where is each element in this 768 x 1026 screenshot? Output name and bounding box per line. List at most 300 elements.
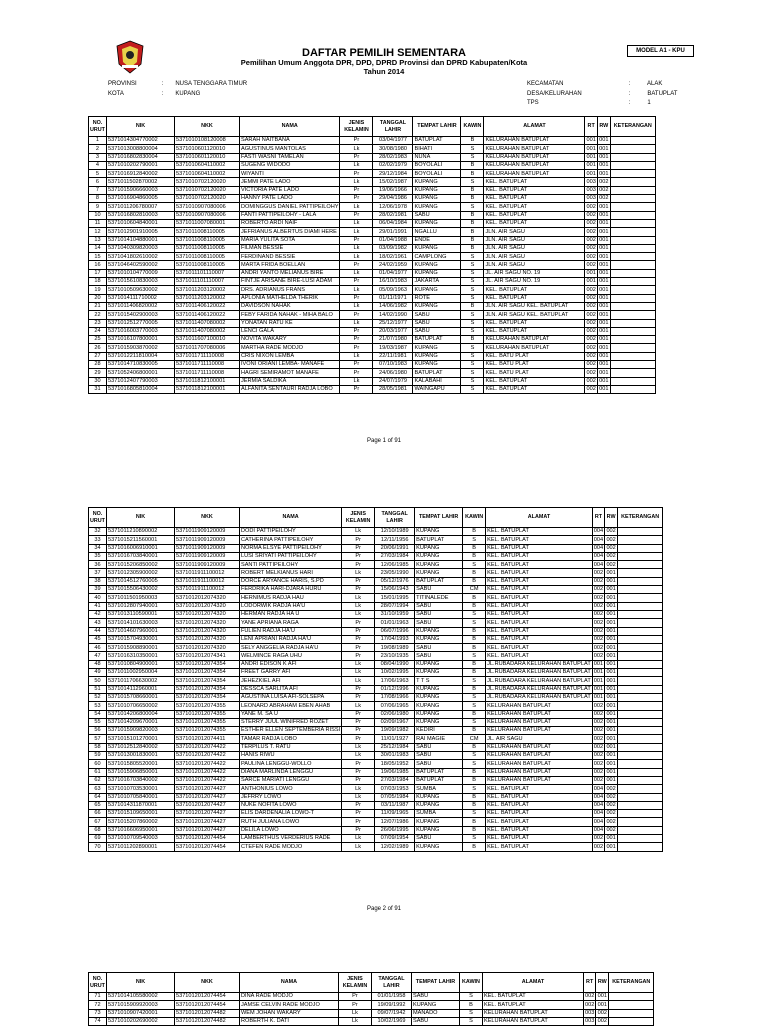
cell-rt: 002: [593, 619, 604, 626]
cell-nkk: 5371010702120020: [174, 195, 239, 203]
cell-rw: 001: [599, 236, 609, 243]
cell-nkk: 5371011101110007: [174, 278, 239, 286]
table-row: [89, 718, 663, 726]
cell-tempat: KUPANG: [413, 261, 461, 269]
cell-nik: 5371016904860005: [106, 195, 174, 203]
cell-rw: 001: [599, 353, 609, 360]
cell-nkk: 5371011008110005: [174, 244, 239, 252]
cell-alamat: KELURAHAN BATUPLAT: [486, 768, 593, 776]
cell-rt: 002: [593, 768, 604, 775]
cell-tanggal: 07/03/1953: [375, 785, 415, 793]
table-row: [89, 993, 654, 1001]
cell-jenis: Lk: [340, 161, 373, 169]
cell-rt: 002: [586, 336, 596, 343]
cell-tanggal: 25/12/1984: [375, 743, 415, 751]
cell-nama: CRIS NIXON LEMBA: [239, 352, 340, 360]
cell-kawin: B: [461, 137, 484, 145]
column-header-jenis: JENIS KELAMIN: [342, 508, 375, 528]
cell-nik: 5371010709540003: [106, 834, 174, 842]
cell-nik: 5371012512770005: [106, 319, 174, 327]
cell-rt: 002: [593, 727, 604, 734]
cell-ket: [618, 619, 663, 627]
cell-rt: 002: [586, 245, 596, 252]
cell-tempat: KUPANG: [415, 702, 463, 710]
cell-tanggal: 01/04/1988: [373, 236, 413, 244]
cell-no: 31: [89, 385, 107, 393]
cell-jenis: Lk: [338, 1009, 371, 1017]
cell-rw: 001: [606, 669, 616, 676]
cell-rt: 001: [593, 677, 604, 684]
cell-nkk: 5371011707080006: [174, 344, 239, 352]
cell-rt: 004: [593, 818, 604, 825]
cell-rt: 002: [586, 294, 596, 301]
cell-jenis: Lk: [340, 203, 373, 211]
cell-nik: 5371014112960001: [106, 685, 174, 693]
cell-rt: 002: [593, 735, 604, 742]
cell-nik: 5371015909820003: [106, 727, 174, 735]
cell-jenis: Pr: [342, 818, 375, 826]
column-header-ket: KETERANGAN: [609, 973, 654, 993]
cell-nik: 5371013001830001: [106, 752, 174, 760]
cell-nkk: 5371011101110007: [174, 269, 239, 277]
cell-no: 6: [89, 178, 107, 186]
cell-ket: [610, 302, 655, 310]
cell-ket: [610, 369, 655, 377]
cell-ket: [618, 669, 663, 677]
cell-nik: 5371046402590002: [106, 261, 174, 269]
cell-ket: [618, 834, 663, 842]
cell-rt: 001: [586, 145, 596, 152]
cell-alamat: KEL. BATUPLAT: [486, 627, 593, 635]
cell-alamat: KEL. BATUPLAT: [486, 785, 593, 793]
column-header-no: NO. URUT: [89, 508, 107, 528]
cell-rt: 002: [584, 1001, 595, 1008]
cell-alamat: KELURAHAN BATUPLAT: [486, 718, 593, 726]
cell-no: 8: [89, 195, 107, 203]
cell-alamat: KEL. BATUPLAT: [484, 319, 585, 327]
table-row: [89, 826, 663, 834]
cell-no: 61: [89, 768, 107, 776]
table-row: [89, 677, 663, 685]
cell-ket: [610, 170, 655, 178]
cell-kawin: B: [463, 793, 486, 801]
cell-rw: 002: [606, 810, 616, 817]
cell-ket: [618, 826, 663, 834]
cell-tanggal: 19/03/1987: [373, 344, 413, 352]
cell-alamat: KEL. BATUPLAT: [486, 561, 593, 569]
table-row: [89, 785, 663, 793]
cell-tempat: KUPANG: [415, 627, 463, 635]
cell-ket: [610, 377, 655, 385]
cell-rt: 003: [584, 1018, 595, 1025]
table-row: [89, 244, 656, 252]
cell-alamat: KEL. BATUPLAT: [486, 552, 593, 560]
cell-kawin: S: [459, 993, 482, 1001]
cell-nik: 5371012901910005: [106, 228, 174, 236]
column-header-tempat: TEMPAT LAHIR: [415, 508, 463, 528]
cell-rw: 001: [599, 137, 609, 144]
cell-nkk: 5371011711110008: [174, 361, 239, 369]
cell-no: 22: [89, 311, 107, 319]
cell-no: 30: [89, 377, 107, 385]
cell-kawin: S: [463, 610, 486, 618]
cell-kawin: S: [463, 619, 486, 627]
cell-tempat: SABU: [415, 644, 463, 652]
cell-nama: JEFRRY LOWO: [239, 793, 341, 801]
cell-jenis: Pr: [342, 544, 375, 552]
cell-alamat: KELURAHAN BATUPLAT: [486, 743, 593, 751]
cell-nik: 5371015211560001: [106, 536, 174, 544]
cell-jenis: Pr: [342, 619, 375, 627]
cell-ket: [618, 685, 663, 693]
cell-tanggal: 01/01/1963: [375, 619, 415, 627]
cell-ket: [609, 1001, 654, 1009]
cell-kawin: B: [463, 602, 486, 610]
cell-tempat: BATUPLAT: [413, 336, 461, 344]
cell-alamat: KEL. BATU PLAT: [484, 361, 585, 369]
cell-rt: 004: [593, 561, 604, 568]
cell-nama: APLONIA MATHELDA THERIK: [239, 294, 340, 302]
cell-tanggal: 03/04/1977: [373, 137, 413, 145]
cell-jenis: Pr: [340, 385, 373, 393]
cell-rt: 002: [586, 328, 596, 335]
cell-alamat: JLN. AIR SAGU: [484, 244, 585, 252]
cell-rw: 001: [606, 760, 616, 767]
cell-tempat: KEDIRI: [415, 727, 463, 735]
cell-jenis: Lk: [340, 253, 373, 261]
table-row: [89, 261, 656, 269]
cell-nama: TAMAR RADJA LOBO: [239, 735, 341, 743]
cell-tempat: SABU: [415, 610, 463, 618]
cell-tempat: SABU: [415, 619, 463, 627]
cell-rt: 001: [593, 669, 604, 676]
cell-tanggal: 24/02/1959: [373, 261, 413, 269]
cell-no: 24: [89, 327, 107, 335]
cell-tempat: KUPANG: [413, 344, 461, 352]
column-header-kawin: KAWIN: [459, 973, 482, 993]
cell-rw: 001: [599, 270, 609, 277]
cell-kawin: S: [461, 261, 484, 269]
cell-ket: [610, 253, 655, 261]
cell-nkk: 5371011711110008: [174, 369, 239, 377]
cell-kawin: S: [463, 693, 486, 701]
table-row: [89, 602, 663, 610]
cell-nama: ROBERT MELKIANUS HARI: [239, 569, 341, 577]
table-row: [89, 1009, 654, 1017]
cell-alamat: KEL. BATUPLAT: [484, 211, 585, 219]
cell-kawin: S: [463, 810, 486, 818]
cell-nkk: 5371012012074427: [174, 810, 239, 818]
cell-rt: 001: [586, 162, 596, 169]
cell-nama: HANIS RIWU: [239, 752, 341, 760]
cell-rw: 002: [606, 802, 616, 809]
cell-no: 57: [89, 735, 107, 743]
cell-tanggal: 02/02/1979: [373, 161, 413, 169]
cell-rw: 001: [606, 636, 616, 643]
cell-rt: 004: [593, 536, 604, 543]
cell-nik: 5371015908890001: [106, 644, 174, 652]
column-header-nama: NAMA: [239, 117, 340, 137]
cell-rw: 002: [597, 1009, 607, 1016]
cell-rw: 001: [606, 661, 616, 668]
cell-tanggal: 12/02/1989: [375, 843, 415, 851]
cell-kawin: S: [461, 286, 484, 294]
cell-tempat: BATUPLAT: [413, 137, 461, 145]
cell-rw: 001: [599, 162, 609, 169]
cell-kawin: B: [463, 552, 486, 560]
cell-no: 60: [89, 760, 107, 768]
cell-kawin: B: [459, 1001, 482, 1009]
cell-tempat: BATUPLAT: [415, 577, 463, 585]
cell-nkk: 5371011406120022: [174, 302, 239, 310]
cell-no: 71: [89, 993, 107, 1001]
cell-no: 14: [89, 244, 107, 252]
cell-kawin: B: [461, 195, 484, 203]
cell-ket: [618, 635, 663, 643]
cell-nama: DELILA LOWO: [239, 826, 341, 834]
cell-alamat: KEL. BATUPLAT: [486, 594, 593, 602]
column-header-rt: RT: [585, 117, 597, 137]
cell-kawin: S: [461, 352, 484, 360]
cell-rw: 001: [606, 603, 616, 610]
cell-no: 70: [89, 843, 107, 851]
cell-jenis: Lk: [340, 219, 373, 227]
table-row: [89, 727, 663, 735]
cell-alamat: KELURAHAN BATUPLAT: [482, 1017, 583, 1025]
cell-ket: [618, 710, 663, 718]
cell-tanggal: 06/04/1984: [373, 219, 413, 227]
cell-nkk: 5371011203120002: [174, 286, 239, 294]
cell-tanggal: 17/04/1993: [375, 635, 415, 643]
cell-nik: 5371014206800004: [106, 710, 174, 718]
meta-kecamatan: KECAMATAN : ALAK: [527, 81, 663, 87]
cell-no: 43: [89, 619, 107, 627]
table-row: [89, 170, 656, 178]
cell-nkk: 5371011008110005: [174, 261, 239, 269]
cell-nama: SARCE MARIATI LENGGU: [239, 776, 341, 784]
cell-alamat: KEL. BATUPLAT: [486, 652, 593, 660]
cell-ket: [618, 528, 663, 536]
cell-tempat: KUPANG: [415, 660, 463, 668]
cell-no: 46: [89, 644, 107, 652]
cell-rt: 002: [593, 636, 604, 643]
cell-nik: 5371052406800001: [106, 369, 174, 377]
cell-tanggal: 01/04/1977: [373, 269, 413, 277]
cell-nama: FINTJE ARISANE BIRE-LUSI ADAM: [239, 278, 340, 286]
cell-ket: [618, 735, 663, 743]
cell-jenis: Pr: [342, 810, 375, 818]
cell-nik: 5371015109650001: [106, 810, 174, 818]
cell-tanggal: 07/10/1983: [373, 361, 413, 369]
cell-nama: FREET GARRY AFI: [239, 669, 341, 677]
cell-nama: VICTORIA PATE LADO: [239, 186, 340, 194]
cell-ket: [609, 993, 654, 1001]
cell-tempat: TITINALEDE: [415, 594, 463, 602]
cell-no: 73: [89, 1009, 107, 1017]
cell-alamat: KEL. BATUPLAT: [482, 1001, 583, 1009]
cell-jenis: Pr: [340, 311, 373, 319]
cell-tempat: KUPANG: [415, 818, 463, 826]
cell-nkk: 5371011407080002: [174, 319, 239, 327]
cell-no: 39: [89, 586, 107, 594]
cell-nama: SANTI PATTIPEILOHY: [239, 561, 341, 569]
cell-jenis: Pr: [340, 344, 373, 352]
cell-rt: 002: [593, 843, 604, 850]
column-header-rt: RT: [592, 508, 604, 528]
cell-jenis: Lk: [342, 569, 375, 577]
cell-nama: FERDINAND BESSIE: [239, 253, 340, 261]
cell-rw: 001: [599, 377, 609, 384]
cell-no: 16: [89, 261, 107, 269]
cell-alamat: KEL. BATUPLAT: [486, 826, 593, 834]
cell-no: 53: [89, 702, 107, 710]
cell-tanggal: 19/09/1992: [371, 1001, 411, 1009]
cell-no: 19: [89, 286, 107, 294]
cell-alamat: KEL. BATUPLAT: [486, 801, 593, 809]
document-title: DAFTAR PEMILIH SEMENTARA: [302, 47, 466, 59]
cell-tempat: KUPANG: [413, 219, 461, 227]
cell-nkk: 5371011812100001: [174, 385, 239, 393]
cell-no: 44: [89, 627, 107, 635]
cell-tanggal: 02/06/1980: [375, 710, 415, 718]
cell-ket: [610, 269, 655, 277]
cell-tempat: KUPANG: [415, 710, 463, 718]
cell-nama: JEHEZKIEL AFI: [239, 677, 341, 685]
cell-rw: 001: [599, 303, 609, 310]
cell-nama: DOMINGGUS DANIEL PATTIPEILOHY: [240, 203, 339, 210]
cell-rw: 001: [606, 735, 616, 742]
cell-nkk: 5371011008110005: [174, 228, 239, 236]
cell-nik: 5371011210890002: [106, 528, 174, 536]
cell-no: 49: [89, 669, 107, 677]
cell-tanggal: 19/06/1966: [373, 186, 413, 194]
document-subtitle: Pemilihan Umum Anggota DPR, DPD, DPRD Provinsi dan DPRD Kabupaten/Kota: [240, 58, 528, 67]
cell-nik: 5371016912840002: [106, 170, 174, 178]
cell-jenis: Lk: [342, 743, 375, 751]
cell-alamat: KEL. BATUPLAT: [486, 610, 593, 618]
cell-rt: 002: [586, 386, 596, 393]
cell-alamat: KEL. BATUPLAT: [484, 219, 585, 227]
cell-tempat: KALABAHI: [413, 377, 461, 385]
table-row: [89, 760, 663, 768]
cell-nik: 5371016703840001: [106, 552, 174, 560]
cell-rt: 002: [584, 993, 595, 1000]
cell-rw: 001: [599, 336, 609, 343]
cell-nik: 5371010706650002: [106, 702, 174, 710]
cell-no: 38: [89, 577, 107, 585]
cell-nik: 5371011002950004: [106, 669, 174, 677]
cell-jenis: Pr: [338, 993, 371, 1001]
cell-rw: 002: [597, 1018, 607, 1025]
cell-nama: YANE APRIANA RAGA: [239, 619, 341, 627]
cell-tempat: SABU: [411, 993, 459, 1001]
cell-tempat: T T S: [415, 677, 463, 685]
cell-tanggal: 16/10/1983: [373, 278, 413, 286]
cell-nama: MARTHA RADE MODJO: [239, 344, 340, 352]
column-header-rw: RW: [605, 508, 618, 528]
cell-tempat: SUMBA: [415, 785, 463, 793]
cell-kawin: B: [463, 544, 486, 552]
cell-tempat: KUPANG: [415, 552, 463, 560]
cell-nama: FERDRIKA HARI-DJARA HURU: [239, 586, 341, 594]
cell-alamat: JL.RUBADARA KELURAHAN BATUPLAT: [487, 685, 591, 692]
cell-alamat: JL. AIR SAGU NO. 19: [484, 278, 585, 286]
column-header-tanggal: TANGGAL LAHIR: [371, 973, 411, 993]
cell-nkk: 5371011711110008: [174, 352, 239, 360]
table-row: [89, 801, 663, 809]
cell-jenis: Pr: [340, 327, 373, 335]
cell-no: 58: [89, 743, 107, 751]
cell-nik: 5371040309820003: [106, 244, 174, 252]
table-row: [89, 311, 656, 319]
cell-nik: 5371015906850001: [106, 768, 174, 776]
cell-no: 45: [89, 635, 107, 643]
cell-rt: 002: [586, 344, 596, 351]
cell-jenis: Pr: [340, 361, 373, 369]
cell-rw: 001: [606, 586, 616, 593]
cell-nama: IVONI ORIANI LEMBA- MANAFE: [239, 361, 340, 369]
cell-rt: 002: [593, 719, 604, 726]
cell-rw: 001: [599, 261, 609, 268]
cell-nama: JAMSE CELVIN RADE MODJO: [239, 1001, 338, 1009]
region-meta-left: [108, 80, 247, 99]
cell-tanggal: 11/09/1965: [375, 810, 415, 818]
cell-nik: 5371014710830005: [106, 361, 174, 369]
cell-rw: 001: [606, 652, 616, 659]
table-row: [89, 685, 663, 693]
cell-alamat: KEL. BATUPLAT: [486, 586, 593, 594]
cell-ket: [618, 652, 663, 660]
cell-tempat: SABU: [415, 602, 463, 610]
table-row: [89, 552, 663, 560]
cell-rw: 001: [606, 685, 616, 692]
cell-rt: 001: [593, 694, 604, 701]
table-row: [89, 834, 663, 842]
cell-kawin: S: [463, 718, 486, 726]
cell-ket: [618, 702, 663, 710]
cell-tanggal: 14/02/1990: [373, 311, 413, 319]
cell-jenis: Pr: [342, 826, 375, 834]
cell-alamat: JLN. AIR SAGU: [484, 261, 585, 269]
cell-nkk: 5371011911100012: [174, 569, 239, 577]
cell-nkk: 5371011008110005: [174, 236, 239, 244]
cell-nkk: 5371012012074320: [174, 627, 239, 635]
cell-tanggal: 20/03/1977: [373, 327, 413, 335]
cell-tempat: KUPANG: [415, 793, 463, 801]
cell-tempat: KUPANG: [411, 1001, 459, 1009]
cell-no: 23: [89, 319, 107, 327]
cell-nkk: 5371012012074422: [174, 743, 239, 751]
cell-tempat: SABU: [415, 752, 463, 760]
cell-tanggal: 23/05/1990: [375, 569, 415, 577]
cell-tempat: KUPANG: [415, 718, 463, 726]
table-row: [89, 195, 656, 203]
cell-rw: 002: [606, 528, 616, 535]
cell-kawin: B: [463, 669, 486, 677]
cell-ket: [610, 336, 655, 344]
cell-rt: 002: [586, 253, 596, 260]
cell-ket: [618, 602, 663, 610]
cell-tanggal: 14/06/1982: [373, 302, 413, 310]
cell-tanggal: 15/01/1995: [375, 594, 415, 602]
cell-nik: 5371011502870002: [106, 178, 174, 186]
cell-rt: 002: [586, 236, 596, 243]
cell-rw: 002: [606, 818, 616, 825]
cell-alamat: KEL. BATUPLAT: [484, 377, 585, 385]
cell-tanggal: 27/03/1984: [375, 552, 415, 560]
cell-alamat: KEL. BATUPLAT: [486, 810, 593, 818]
cell-rw: 001: [606, 744, 616, 751]
